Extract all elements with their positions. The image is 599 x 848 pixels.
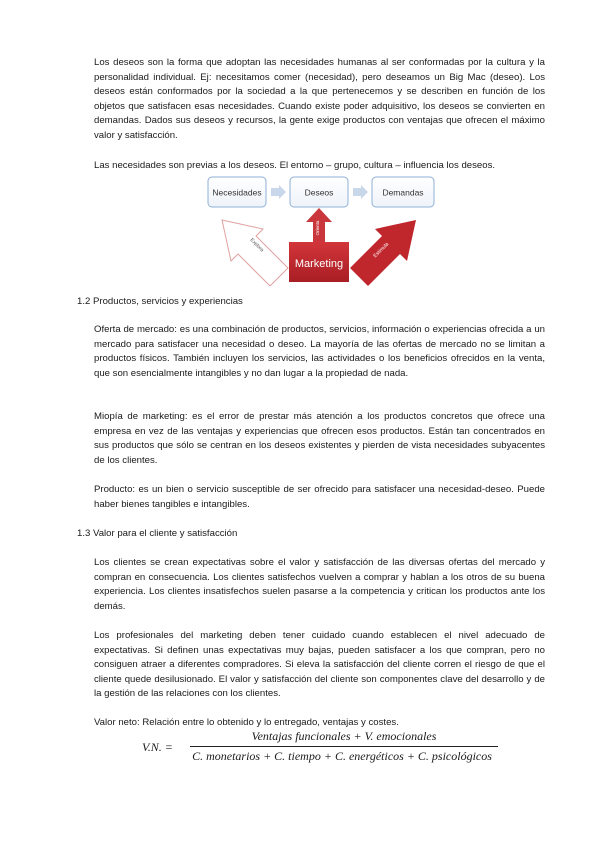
necesidades-label: Necesidades [212, 187, 262, 198]
orienta-label: Orienta [315, 220, 320, 236]
paragraph-necesidades: Las necesidades son previas a los deseos. El entorno – grupo, cultura – influencia los deseos. [94, 160, 496, 171]
estimula-arrow [350, 220, 416, 286]
paragraph-profesionales: Los profesionales del marketing deben tener cuidado cuando establecen el nivel adecuado de expectativas. Si definen unas expectativas muy bajas, pueden satisfacer a los que compran, pero no consiguen atraer a diferentes compradores. Si eleva la satisfacción del cliente corren el riesgo de que el cliente quede desilusionado. El valor y satisfacción del cliente son componentes clave del desarrollo y de la gestión de las relaciones con los clientes. [94, 630, 545, 699]
deseos-label: Deseos [304, 187, 334, 198]
arrow-right-icon [353, 185, 368, 199]
estimula-label: Estimula [372, 241, 391, 260]
formula-numerator: Ventajas funcionales + V. emocionales [251, 729, 437, 743]
marketing-diagram [200, 176, 440, 286]
section-heading-1-3: 1.3 Valor para el cliente y satisfacción [77, 528, 238, 539]
arrow-right-icon [271, 185, 286, 199]
marketing-label: Marketing [294, 258, 344, 270]
paragraph-oferta: Oferta de mercado: es una combinación de productos, servicios, información o experiencias ofrecida a un mercado para satisfacer una necesidad o deseo. La mayoría de las ofertas de mercado no se limitan a productos físicos. También incluyen los servicios, las actividades o los beneficios ofrecidos en la venta, que son esencialmente intangibles y no dan lugar a la propiedad de nada. [94, 324, 545, 379]
explora-label: Explora [248, 237, 265, 254]
formula-lhs: V.N. = [142, 740, 173, 754]
paragraph-clientes: Los clientes se crean expectativas sobre el valor y satisfacción de las diversas ofertas del mercado y compran en consecuencia. Los clientes satisfechos vuelven a comprar y hablan a los otros de su buena experiencia. Los clientes insatisfechos suelen pasarse a la competencia y critican los productos ante los demás. [94, 557, 545, 612]
paragraph-deseos: Los deseos son la forma que adoptan las necesidades humanas al ser conformadas por la cultura y la personalidad individual. Ej: necesitamos comer (necesidad), pero deseamos un Big Mac (deseo). Los deseos están conformados por la sociedad a la que pertenecemos y se describen en función de los objetos que satisfacen esas necesidades. Cuando existe poder adquisitivo, los deseos se convierten en demandas. Dados sus deseos y recursos, la gente exige productos con ventajas que ofrecen el máximo valor y satisfacción. [94, 57, 545, 141]
explora-arrow [222, 220, 288, 286]
fraction-bar [190, 746, 498, 747]
demandas-label: Demandas [382, 187, 424, 198]
paragraph-producto: Producto: es un bien o servicio susceptible de ser ofrecido para satisfacer una necesidad-deseo. Puede haber bienes tangibles e intangibles. [94, 484, 545, 510]
valor-neto-formula [142, 729, 502, 769]
paragraph-valor-neto: Valor neto: Relación entre lo obtenido y lo entregado, ventajas y costes. [94, 717, 399, 728]
paragraph-miopia: Miopía de marketing: es el error de prestar más atención a los productos concretos que ofrece una empresa en vez de las ventajas y experiencias que ofrecen esos productos. Están tan concentrados en sus productos que sólo se centran en los deseos existentes y pierden de vista necesidades subyacentes de los clientes. [94, 411, 545, 466]
formula-denominator: C. monetarios + C. tiempo + C. energéticos + C. psicológicos [192, 749, 492, 763]
section-heading-1-2: 1.2 Productos, servicios y experiencias [77, 296, 243, 307]
